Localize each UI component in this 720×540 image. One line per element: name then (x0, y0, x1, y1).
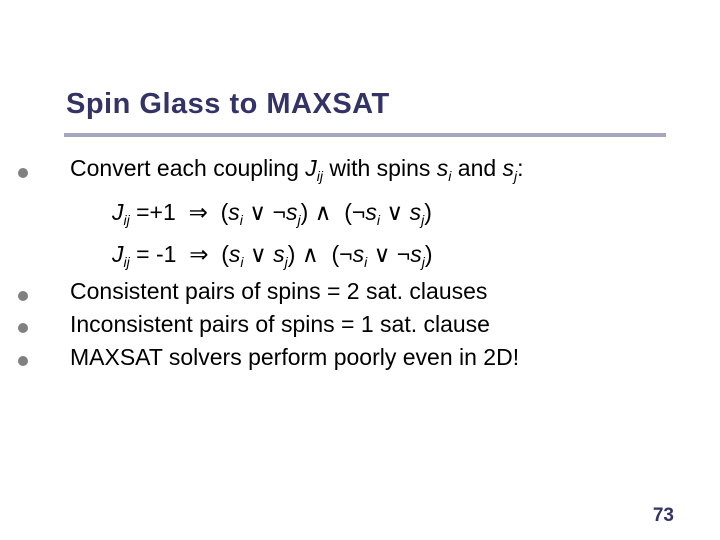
bullet-dot (18, 291, 28, 301)
bullet-dot (18, 356, 28, 366)
formula-negative-coupling: $J_{ij} = -1$ ⇒ ($s_i$ ∨ $s_j$) ∧ ($\neg s_i$ ∨ $\neg s_j$) (112, 241, 433, 270)
title-underline (64, 133, 666, 137)
bullet-dot (18, 168, 28, 178)
slide-title: Spin Glass to MAXSAT (66, 88, 390, 120)
bullet-maxsat-solvers: MAXSAT solvers perform poorly even in 2D! (70, 344, 520, 370)
page-number: 73 (652, 505, 674, 526)
bullet-consistent: Consistent pairs of spins = 2 sat. clauses (70, 278, 488, 304)
bullet-dot (18, 323, 28, 333)
bullet-convert: Convert each coupling $J_{ij}$ with spins $s_i$ and $s_j$: (70, 155, 524, 184)
formula-positive-coupling: $J_{ij} =+1$ ⇒ ($s_i$ ∨ $\neg s_j$) ∧ ($\neg s_i$ ∨ $s_j$) (112, 199, 432, 228)
bullet-inconsistent: Inconsistent pairs of spins = 1 sat. clause (70, 311, 490, 337)
